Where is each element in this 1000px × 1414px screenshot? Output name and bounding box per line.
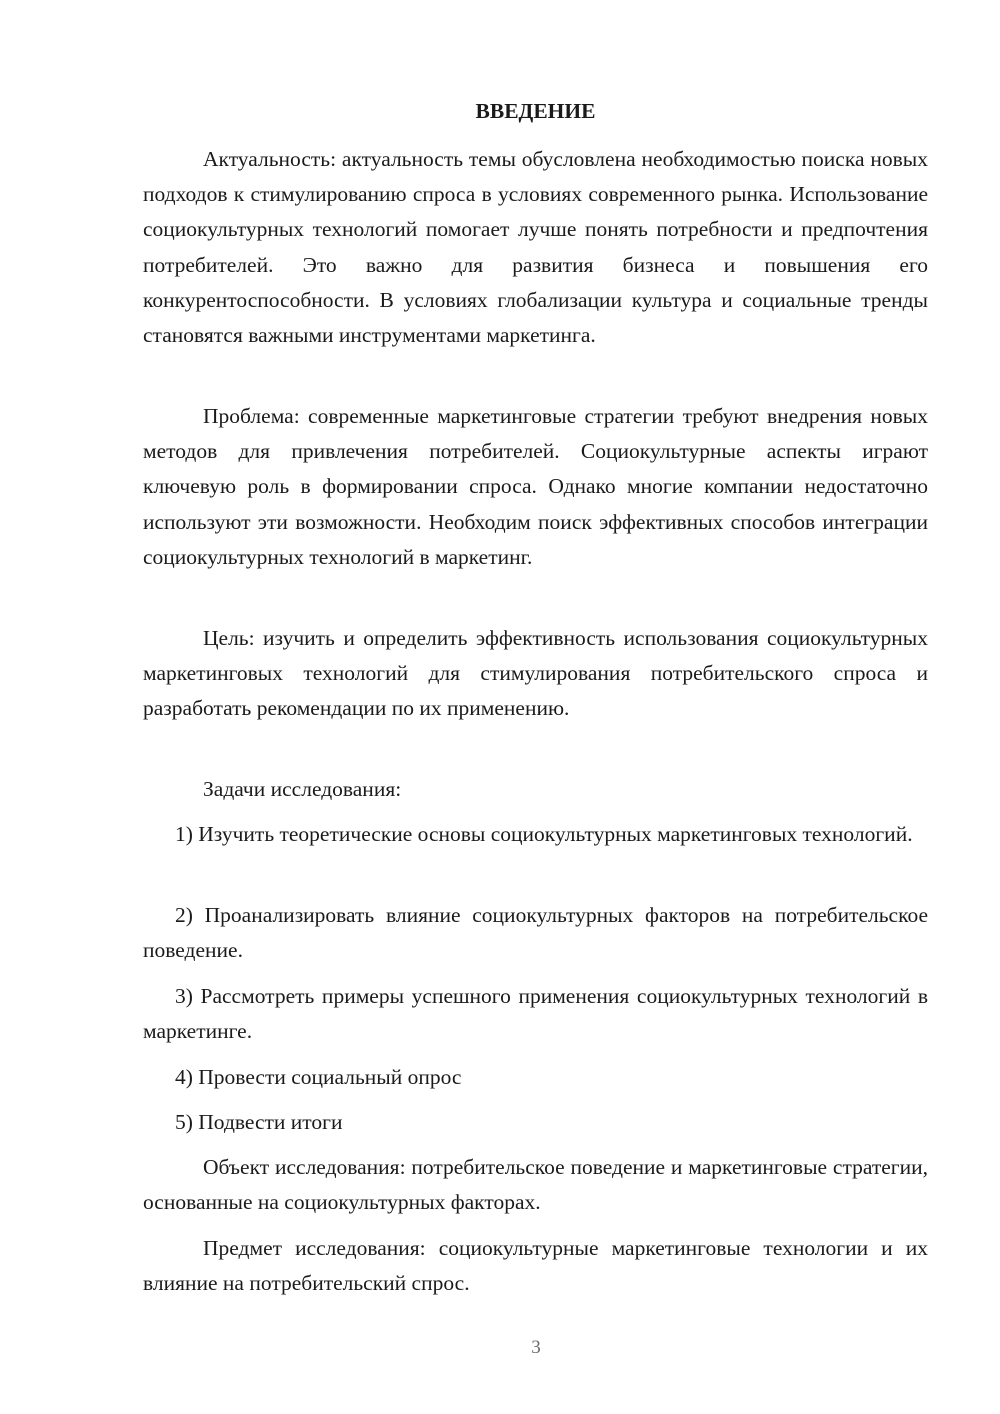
- goal-paragraph: Цель: изучить и определить эффективность использования социокультурных маркетинговых технологий для стимулирования потребительского спроса и разработать рекомендации по их применению.: [143, 626, 928, 721]
- task-item-5: 5) Подвести итоги: [175, 1110, 343, 1134]
- tasks-heading: Задачи исследования:: [203, 777, 402, 801]
- task-item-4: 4) Провести социальный опрос: [175, 1065, 462, 1089]
- page-number: 3: [531, 1337, 541, 1358]
- subject-paragraph: Предмет исследования: социокультурные маркетинговые технологии и их влияние на потребительский спрос.: [143, 1236, 928, 1296]
- object-paragraph: Объект исследования: потребительское поведение и маркетинговые стратегии, основанные на социокультурных факторах.: [143, 1155, 928, 1215]
- page-title: ВВЕДЕНИЕ: [475, 99, 596, 123]
- relevance-paragraph: Актуальность: актуальность темы обусловлена необходимостью поиска новых подходов к стимулированию спроса в условиях современного рынка. Использование социокультурных технологий помогает лучше понять потребности и предпочтения потребителей. Это важно для развития бизнеса и повышения его конкурентоспособности. В условиях глобализации культура и социальные тренды становятся важными инструментами маркетинга.: [143, 147, 928, 348]
- task-item-3: 3) Рассмотреть примеры успешного применения социокультурных технологий в маркетинге.: [143, 984, 928, 1044]
- task-item-2: 2) Проанализировать влияние социокультурных факторов на потребительское поведение.: [143, 903, 928, 963]
- problem-paragraph: Проблема: современные маркетинговые стратегии требуют внедрения новых методов для привлечения потребителей. Социокультурные аспекты играют ключевую роль в формировании спроса. Однако многие компании недостаточно используют эти возможности. Необходим поиск эффективных способов интеграции социокультурных технологий в маркетинг.: [143, 404, 928, 569]
- task-item-1: 1) Изучить теоретические основы социокультурных маркетинговых технологий.: [175, 822, 913, 846]
